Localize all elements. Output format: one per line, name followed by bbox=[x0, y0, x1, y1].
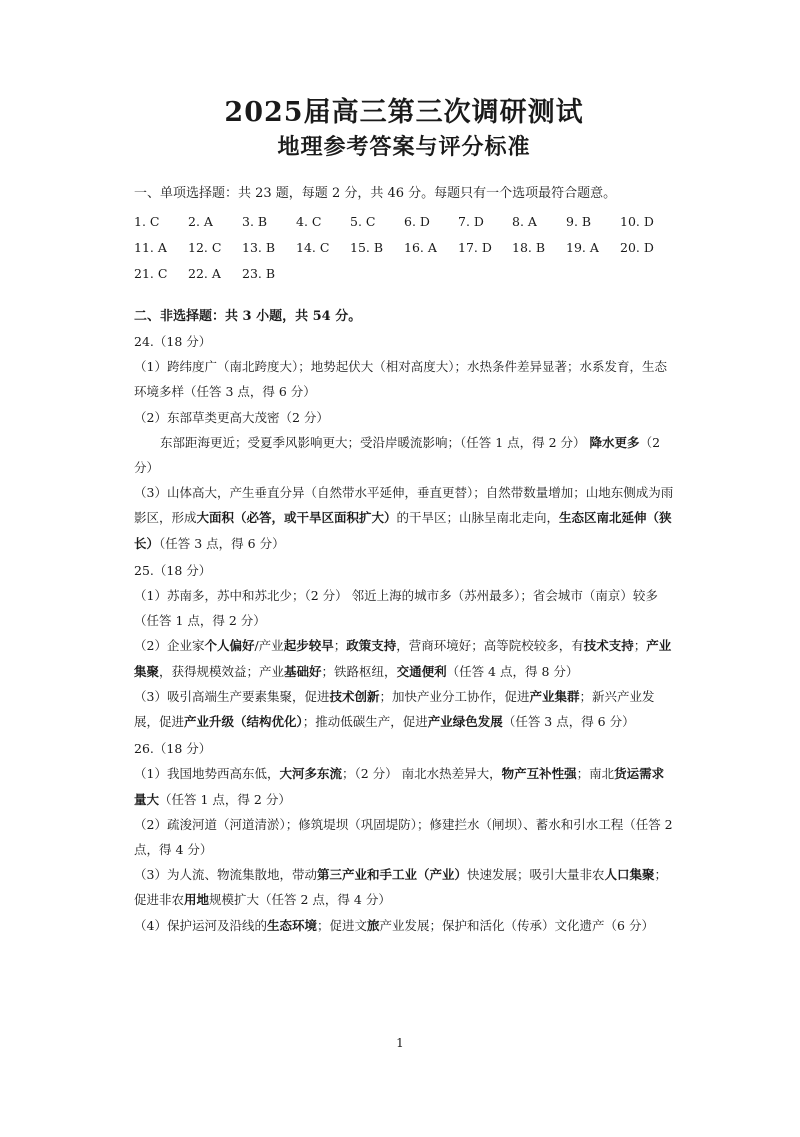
q25-block bbox=[134, 558, 674, 734]
q24-number: 24.（18 分） bbox=[134, 334, 212, 349]
mc-answer: 5. C bbox=[350, 214, 376, 229]
page-subtitle: 地理参考答案与评分标准 bbox=[277, 134, 531, 160]
mc-answer: 18. B bbox=[512, 240, 546, 255]
q25-number: 25.（18 分） bbox=[134, 562, 212, 578]
mc-answer: 3. B bbox=[242, 214, 268, 229]
mc-answer: 23. B bbox=[242, 266, 276, 281]
mc-answer: 9. B bbox=[566, 214, 592, 229]
q24-part2: （2）东部草类更高大茂密（2 分） bbox=[134, 409, 329, 425]
mc-answer: 13. B bbox=[242, 240, 276, 255]
mc-answer: 21. C bbox=[134, 266, 168, 281]
q24-part1: （1）跨纬度广（南北跨度大）；地势起伏大（相对高度大）；水热条件差异显著；水系发育，生态环境多样（任答 3 点，得 6 分） bbox=[134, 359, 667, 400]
mc-answer: 15. B bbox=[350, 240, 384, 255]
mc-answer: 14. C bbox=[296, 240, 330, 255]
q26-part3: （3）为人流、物流集散地，带动第三产业和手工业（产业）快速发展；吸引大量非农人口集聚；促进非农用地规模扩大（任答 2 点，得 4 分） bbox=[134, 867, 668, 908]
mc-answer: 22. A bbox=[188, 266, 221, 281]
q25-part2: （2）企业家个人偏好/产业起步较早；政策支持，营商环境好；高等院校较多，有技术支持；产业集聚，获得规模效益；产业基础好；铁路枢纽，交通便利（任答 4 点，得 8 分） bbox=[134, 638, 672, 679]
q25-part3: （3）吸引高端生产要素集聚，促进技术创新；加快产业分工协作，促进产业集群；新兴产业发展，促进产业升级（结构优化）；推动低碳生产，促进产业绿色发展（任答 3 点，得 6 分） bbox=[134, 688, 655, 730]
mc-answer: 20. D bbox=[620, 240, 654, 255]
mc-answer: 6. D bbox=[404, 214, 430, 229]
q24-part3: （3）山体高大，产生垂直分异（自然带水平延伸，垂直更替）；自然带数量增加；山地东侧成为雨影区，形成大面积（必答，或干旱区面积扩大）的干旱区；山脉呈南北走向，生态区南北延伸（狭长）（任答 3 点，得 6 分） bbox=[134, 485, 674, 551]
mc-answer: 7. D bbox=[458, 214, 484, 229]
q24-part2-detail: 东部距海更近；受夏季风影响更大；受沿岸暖流影响；（任答 1 点，得 2 分） 降水更多（2 分） bbox=[134, 434, 661, 476]
mc-answer: 16. A bbox=[404, 240, 437, 255]
q26-part4: （4）保护运河及沿线的生态环境；促进文旅产业发展；保护和活化（传承）文化遗产（6 分） bbox=[134, 917, 654, 933]
page-number: 1 bbox=[396, 1036, 404, 1050]
q26-part2: （2）疏浚河道（河道清淤）；修筑堤坝（巩固堤防）；修建拦水（闸坝）、蓄水和引水工程（任答 2 点，得 4 分） bbox=[134, 816, 673, 858]
q26-part1: （1）我国地势西高东低，大河多东流；（2 分） 南北水热差异大，物产互补性强；南北货运需求量大（任答 1 点，得 2 分） bbox=[134, 766, 665, 807]
mc-answer: 10. D bbox=[620, 214, 654, 229]
mc-answer-grid bbox=[134, 214, 674, 281]
q24-block bbox=[134, 329, 674, 556]
section2-heading: 二、非选择题：共 3 小题，共 54 分。 bbox=[134, 309, 362, 324]
page-title: 2025届高三第三次调研测试 bbox=[224, 97, 584, 128]
mc-answer: 17. D bbox=[458, 240, 492, 255]
mc-answer: 1. C bbox=[134, 214, 160, 229]
mc-answer: 12. C bbox=[188, 240, 222, 255]
mc-answer: 2. A bbox=[188, 214, 213, 229]
q26-number: 26.（18 分） bbox=[134, 741, 212, 757]
q26-block bbox=[134, 736, 674, 938]
mc-answer: 19. A bbox=[566, 240, 599, 255]
section1-heading: 一、单项选择题：共 23 题，每题 2 分，共 46 分。每题只有一个选项最符合题意。 bbox=[134, 186, 617, 201]
mc-answer: 4. C bbox=[296, 214, 322, 229]
q25-part1: （1）苏南多，苏中和苏北少；（2 分） 邻近上海的城市多（苏州最多）；省会城市（南京）较多（任答 1 点，得 2 分） bbox=[134, 588, 658, 629]
mc-answer: 8. A bbox=[512, 214, 537, 229]
mc-answer: 11. A bbox=[134, 240, 167, 255]
